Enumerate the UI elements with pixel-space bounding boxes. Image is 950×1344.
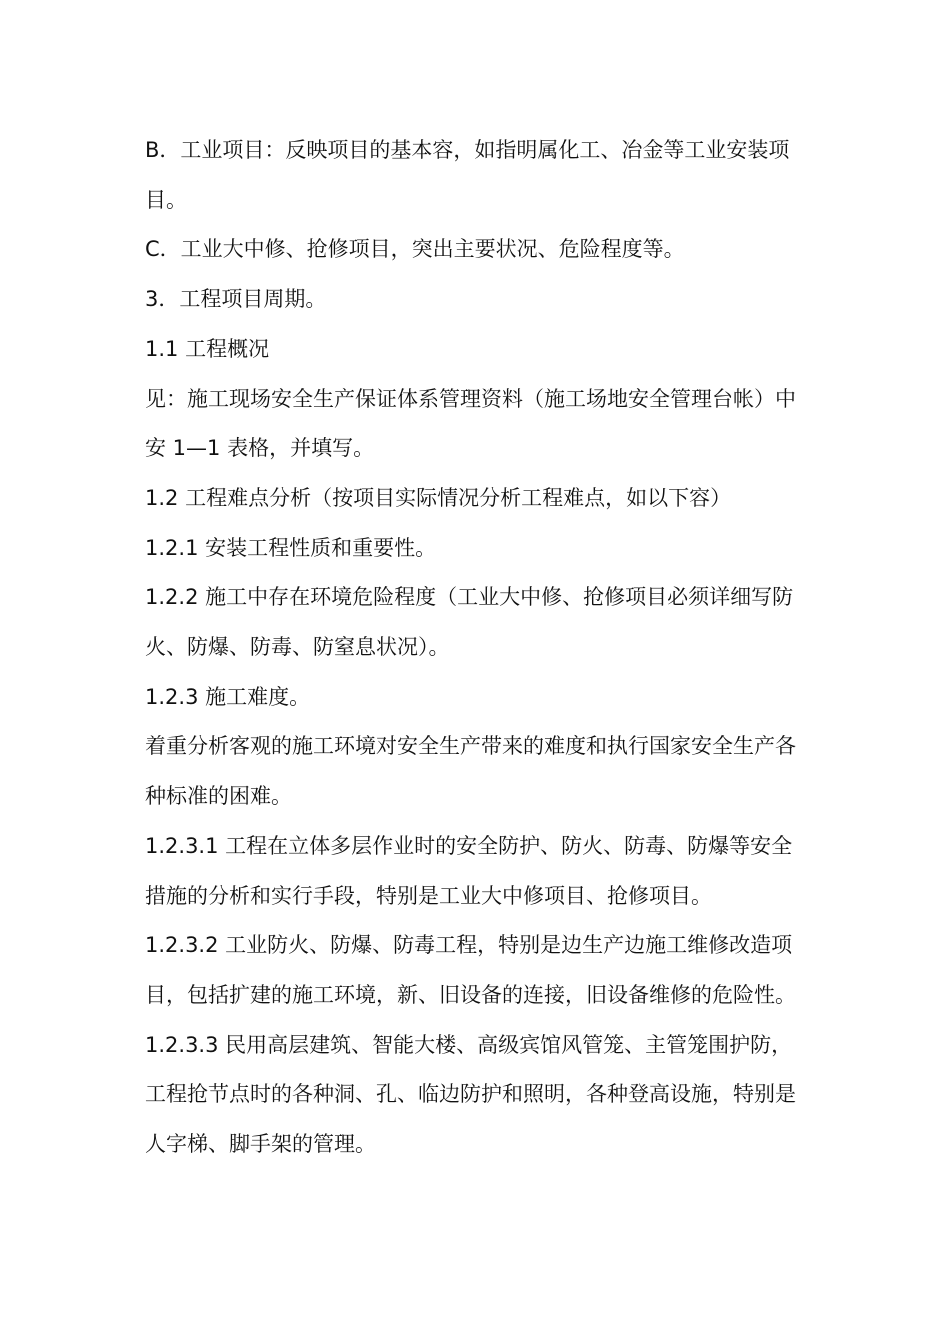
item-1-2-3-2: 1.2.3.2 工业防火、防爆、防毒工程，特别是边生产边施工维修改造项目，包括扩建的施工环境，新、旧设备的连接，旧设备维修的危险性。 [145, 933, 796, 1007]
item-1-2-2: 1.2.2 施工中存在环境危险程度（工业大中修、抢修项目必须详细写防火、防爆、防毒、防窒息状况）。 [145, 585, 794, 660]
item-1-2-3-1: 1.2.3.1 工程在立体多层作业时的安全防护、防火、防毒、防爆等安全措施的分析和实行手段，特别是工业大中修项目、抢修项目。 [145, 833, 793, 908]
item-1-2-3-3: 1.2.3.3 民用高层建筑、智能大楼、高级宾馆风管笼、主管笼围护防，工程抢节点时的各种洞、孔、临边防护和照明，各种登高设施，特别是人字梯、脚手架的管理。 [145, 1032, 796, 1157]
heading-1-1-project-overview: 1.1 工程概况 [145, 336, 270, 361]
heading-1-2-difficulty-analysis: 1.2 工程难点分析（按项目实际情况分析工程难点，如以下容） [145, 485, 732, 510]
paragraph-c-overhaul-project: C．工业大中修、抢修项目，突出主要状况、危险程度等。 [145, 237, 685, 262]
item-1-2-1: 1.2.1 安装工程性质和重要性。 [145, 535, 437, 560]
item-1-2-3: 1.2.3 施工难度。 [145, 684, 311, 709]
paragraph-b-industrial-project: B．工业项目：反映项目的基本容，如指明属化工、冶金等工业安装项目。 [145, 138, 790, 212]
paragraph-focus-analysis: 着重分析客观的施工环境对安全生产带来的难度和执行国家安全生产各种标准的困难。 [145, 734, 796, 809]
paragraph-3-project-cycle: 3．工程项目周期。 [145, 287, 327, 312]
document-body [145, 126, 810, 1170]
paragraph-see-reference: 见：施工现场安全生产保证体系管理资料（施工场地安全管理台帐）中安 1—1 表格，并填写。 [145, 386, 796, 461]
